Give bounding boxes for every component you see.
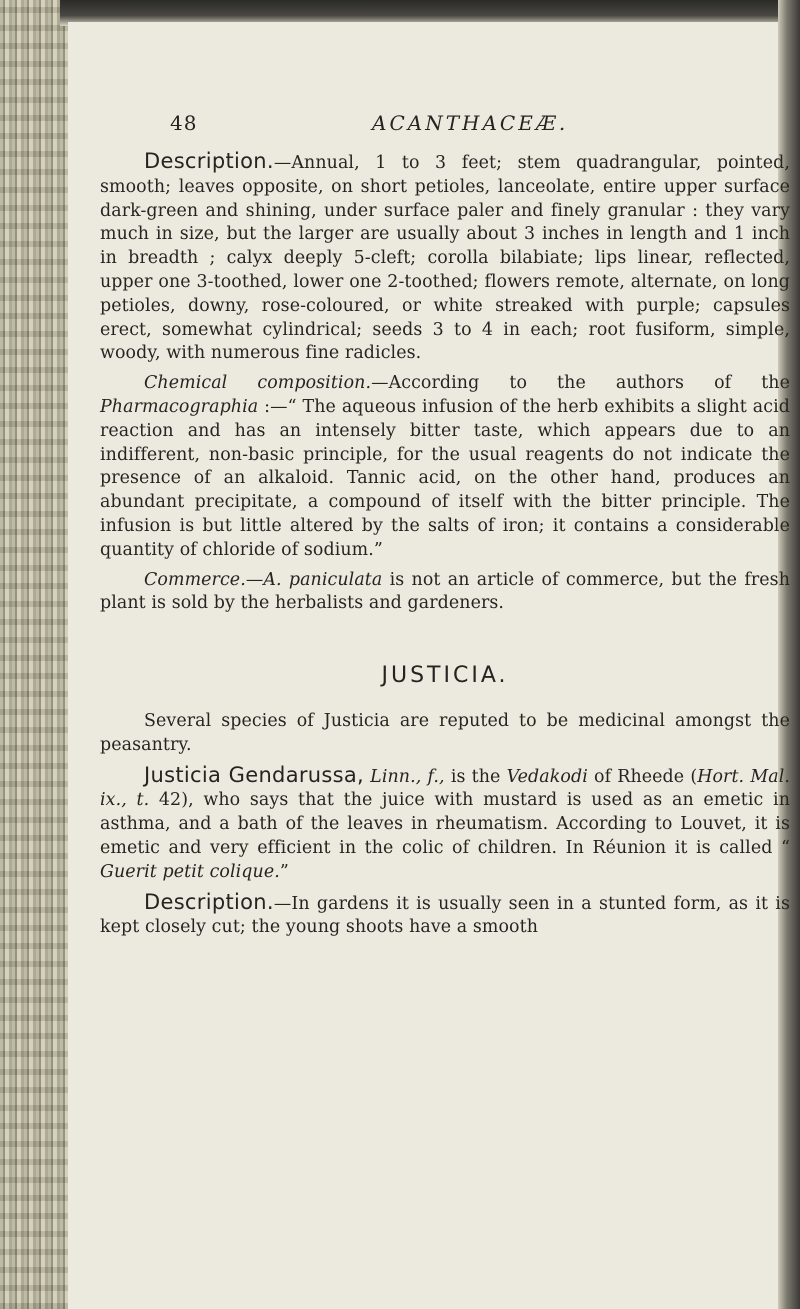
description-text: —Annual, 1 to 3 feet; stem quadrangular, pointed, smooth; leaves opposite, on short petioles, lanceolate, entire upper surface dark-green and shining, under surface paler and finely granular : they vary much in size, but the larger are usually about 3 inches in length and 1 inch in breadth ; calyx deeply 5-cleft; corolla bilabiate; lips linear, reflected, upper one 3-toothed, lower one 2-toothed; flowers remote, alternate, on long petioles, downy, rose-coloured, or white streaked with purple; capsules erect, somewhat cylindrical; seeds 3 to 4 in each; root fusiform, simple, woody, with numerous fine radicles. (100, 153, 790, 364)
gendarussa-text-3: 42), who says that the juice with mustard is used as an emetic in asthma, and a bath of the leaves in rheumatism. According to Louvet, it is emetic and very efficient in the colic of children. In Réunion it is called “ (100, 790, 791, 858)
chemical-text-2: :—“ The aqueous infusion of the herb exhibits a slight acid reaction and has an intensely bitter taste, which appears due to an indifferent, non-basic principle, for the usual reagents do not indicate the presence of an alkaloid. Tannic acid, on the other hand, produces an abundant precipitate, a compound of itself with the bitter principle. The infusion is but little altered by the salts of iron; it contains a considerable quantity of chloride of sodium.” (100, 396, 790, 560)
commerce-heading: Commerce.— (144, 569, 264, 590)
gendarussa-paragraph (100, 764, 790, 885)
commerce-text: is not an article of commerce, but the fresh plant is sold by the herbalists and gardeners. (100, 569, 790, 614)
page-number: 48 (170, 111, 198, 135)
chemical-text-1: —According to the authors of the (371, 373, 790, 394)
hortus-ref: Hort. Mal. ix., t. (100, 766, 790, 811)
intro-paragraph: Several species of Justicia are reputed to be medicinal amongst the peasantry. (100, 710, 790, 755)
authority: Linn., f., (364, 766, 445, 787)
gendarussa-text-2: of Rheede ( (587, 766, 698, 787)
gendarussa-text-4: ” (279, 861, 289, 882)
gendarussa-text-1: is the (444, 766, 507, 787)
vernacular-name: Vedakodi (506, 766, 588, 787)
page-header (100, 112, 790, 138)
section-title: JUSTICIA. (381, 663, 509, 689)
local-name: Guerit petit colique. (100, 861, 280, 882)
pharmacographia-ref: Pharmacographia (100, 396, 259, 417)
running-head: ACANTHACEÆ. (372, 111, 569, 135)
book-spine (0, 0, 72, 1309)
description-paragraph (100, 150, 790, 366)
gendarussa-heading: Justicia Gendarussa, (144, 762, 365, 787)
chemical-paragraph (100, 372, 790, 562)
commerce-paragraph (100, 569, 790, 617)
chemical-heading: Chemical composition. (144, 373, 372, 394)
species-name: A. paniculata (263, 569, 383, 590)
description-heading: Description. (144, 149, 274, 173)
description-text-2: —In gardens it is usually seen in a stunted form, as it is kept closely cut; the young shoots have a smooth (100, 893, 790, 938)
description-heading-2: Description. (144, 889, 274, 914)
description-paragraph-2 (100, 891, 790, 941)
page-content (100, 112, 790, 940)
